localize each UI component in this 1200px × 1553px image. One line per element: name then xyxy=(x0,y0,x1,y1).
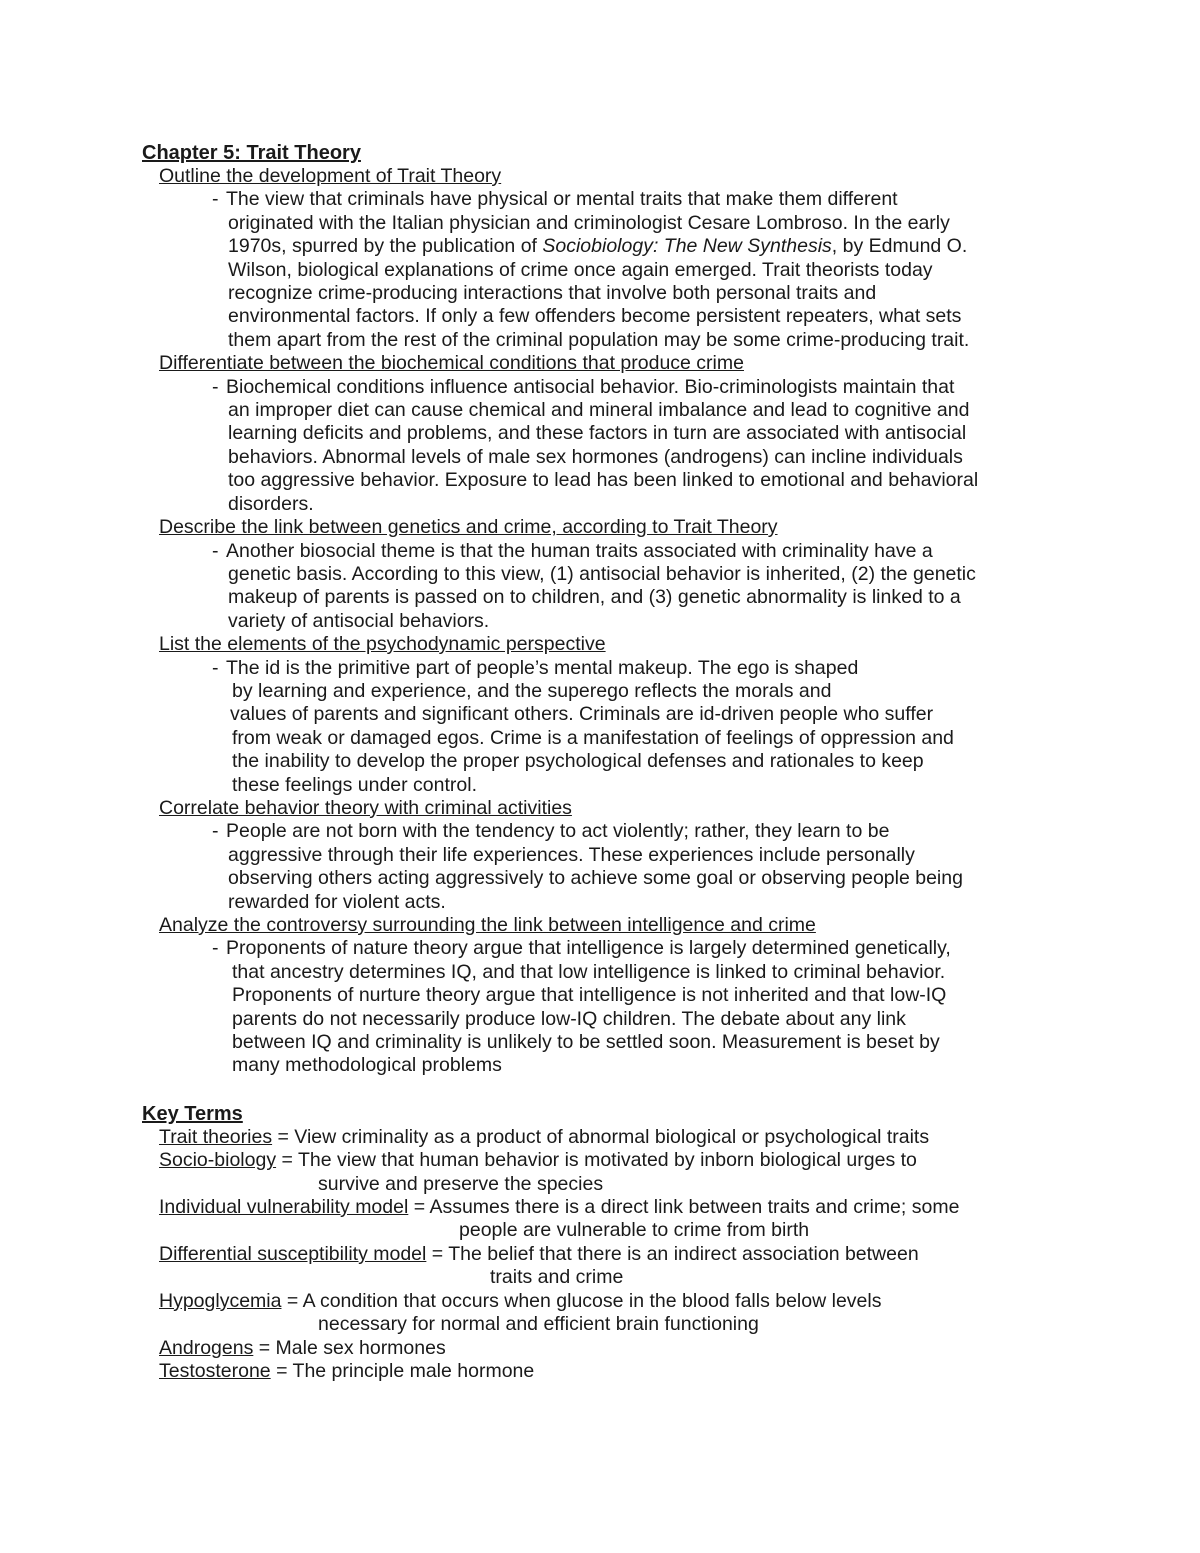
text-line: observing others acting aggressively to achieve some goal or observing people being xyxy=(228,867,963,890)
document-content xyxy=(142,141,1072,1383)
dash-marker: - xyxy=(212,188,219,211)
dash-marker: - xyxy=(212,937,219,960)
section-heading: List the elements of the psychodynamic perspective xyxy=(159,633,606,656)
dash-marker: - xyxy=(212,539,219,562)
text-line xyxy=(226,235,1072,258)
book-title: Sociobiology: The New Synthesis xyxy=(542,235,832,258)
text-line: recognize crime-producing interactions that involve both personal traits and xyxy=(228,282,877,305)
text-line: makeup of parents is passed on to children, and (3) genetic abnormality is linked to a xyxy=(228,586,961,609)
dash-marker: - xyxy=(212,375,219,398)
text-line: originated with the Italian physician and criminologist Cesare Lombroso. In the early xyxy=(228,211,950,234)
text-line: Biochemical conditions influence antisocial behavior. Bio-criminologists maintain that xyxy=(226,375,955,398)
section-heading: Analyze the controversy surrounding the link between intelligence and crime xyxy=(159,914,816,936)
text-line: environmental factors. If only a few offenders become persistent repeaters, what sets xyxy=(228,305,962,328)
text-line: by learning and experience, and the superego reflects the morals and xyxy=(232,679,832,702)
key-terms-title: Key Terms xyxy=(142,1102,243,1125)
term-name: Androgens xyxy=(159,1336,254,1359)
text-fragment: 1970s, spurred by the publication of xyxy=(228,235,543,258)
text-line: many methodological problems xyxy=(232,1054,502,1077)
text-line: behaviors. Abnormal levels of male sex hormones (androgens) can incline individuals xyxy=(228,445,963,468)
term-name: Socio-biology xyxy=(159,1149,277,1172)
text-line: Another biosocial theme is that the human traits associated with criminality have a xyxy=(226,539,933,562)
term-name: Testosterone xyxy=(159,1359,271,1382)
key-term xyxy=(159,1243,1072,1290)
dash-marker: - xyxy=(212,820,219,843)
text-line: these feelings under control. xyxy=(232,773,477,796)
text-line: parents do not necessarily produce low-IQ children. The debate about any link xyxy=(232,1007,906,1030)
text-line: an improper diet can cause chemical and mineral imbalance and lead to cognitive and xyxy=(228,399,970,422)
text-line: them apart from the rest of the criminal population may be some crime-producing trait. xyxy=(228,328,970,351)
text-line: Wilson, biological explanations of crime once again emerged. Trait theorists today xyxy=(228,258,933,281)
text-line: People are not born with the tendency to act violently; rather, they learn to be xyxy=(226,820,890,843)
section-heading: Outline the development of Trait Theory xyxy=(159,165,502,187)
text-line: that ancestry determines IQ, and that low intelligence is linked to criminal behavior. xyxy=(232,960,946,983)
term-name: Individual vulnerability model xyxy=(159,1196,409,1219)
text-line: Proponents of nature theory argue that intelligence is largely determined genetically, xyxy=(226,937,951,960)
text-line: aggressive through their life experiences. These experiences include personally xyxy=(228,843,915,866)
section-heading: Correlate behavior theory with criminal activities xyxy=(159,796,572,819)
bullet-item xyxy=(212,937,1072,1077)
chapter-title: Chapter 5: Trait Theory xyxy=(142,142,361,164)
key-term xyxy=(159,1337,1072,1360)
key-term xyxy=(159,1149,1072,1196)
key-term xyxy=(159,1290,1072,1337)
key-term xyxy=(159,1126,1072,1149)
term-name: Differential susceptibility model xyxy=(159,1242,427,1265)
text-line: between IQ and criminality is unlikely to be settled soon. Measurement is beset by xyxy=(232,1031,940,1054)
term-definition: = The principle male hormone xyxy=(270,1359,535,1382)
key-term xyxy=(159,1360,1072,1383)
term-definition: = The view that human behavior is motivated by inborn biological urges to xyxy=(276,1149,917,1172)
bullet-item xyxy=(212,820,1072,914)
bullet-item xyxy=(212,188,1072,352)
section-heading: Differentiate between the biochemical conditions that produce crime xyxy=(159,352,744,375)
text-line: values of parents and significant others. Criminals are id-driven people who suffer xyxy=(230,703,934,726)
term-definition: = View criminality as a product of abnormal biological or psychological traits xyxy=(272,1125,930,1148)
term-definition-continued: traits and crime xyxy=(490,1266,624,1289)
text-line: variety of antisocial behaviors. xyxy=(228,609,490,632)
term-definition-continued: necessary for normal and efficient brain functioning xyxy=(318,1313,759,1336)
text-line: the inability to develop the proper psychological defenses and rationales to keep xyxy=(232,750,924,773)
bullet-item xyxy=(212,376,1072,516)
term-definition-continued: survive and preserve the species xyxy=(318,1172,604,1195)
text-line: disorders. xyxy=(228,492,314,515)
text-line: too aggressive behavior. Exposure to lead has been linked to emotional and behavioral xyxy=(228,469,979,492)
term-definition: = Assumes there is a direct link between traits and crime; some xyxy=(408,1196,960,1219)
term-definition: = Male sex hormones xyxy=(253,1336,446,1359)
section-heading: Describe the link between genetics and crime, according to Trait Theory xyxy=(159,516,778,539)
text-line: genetic basis. According to this view, (1) antisocial behavior is inherited, (2) the genetic xyxy=(228,562,976,585)
bullet-item xyxy=(212,540,1072,634)
dash-marker: - xyxy=(212,656,219,679)
text-line: The id is the primitive part of people’s mental makeup. The ego is shaped xyxy=(226,656,859,679)
text-line: from weak or damaged egos. Crime is a manifestation of feelings of oppression and xyxy=(232,726,954,749)
text-line: The view that criminals have physical or mental traits that make them different xyxy=(226,188,898,211)
term-definition: = The belief that there is an indirect association between xyxy=(426,1242,919,1265)
text-line: rewarded for violent acts. xyxy=(228,890,446,913)
key-term xyxy=(159,1196,1072,1243)
bullet-item xyxy=(212,657,1072,797)
term-name: Hypoglycemia xyxy=(159,1289,282,1312)
text-line: learning deficits and problems, and these factors in turn are associated with antisocial xyxy=(228,422,967,445)
term-name: Trait theories xyxy=(159,1125,273,1148)
text-line: Proponents of nurture theory argue that intelligence is not inherited and that low-IQ xyxy=(232,984,947,1007)
text-fragment: , by Edmund O. xyxy=(831,235,968,258)
term-definition-continued: people are vulnerable to crime from birth xyxy=(459,1219,810,1242)
term-definition: = A condition that occurs when glucose in the blood falls below levels xyxy=(281,1289,882,1312)
